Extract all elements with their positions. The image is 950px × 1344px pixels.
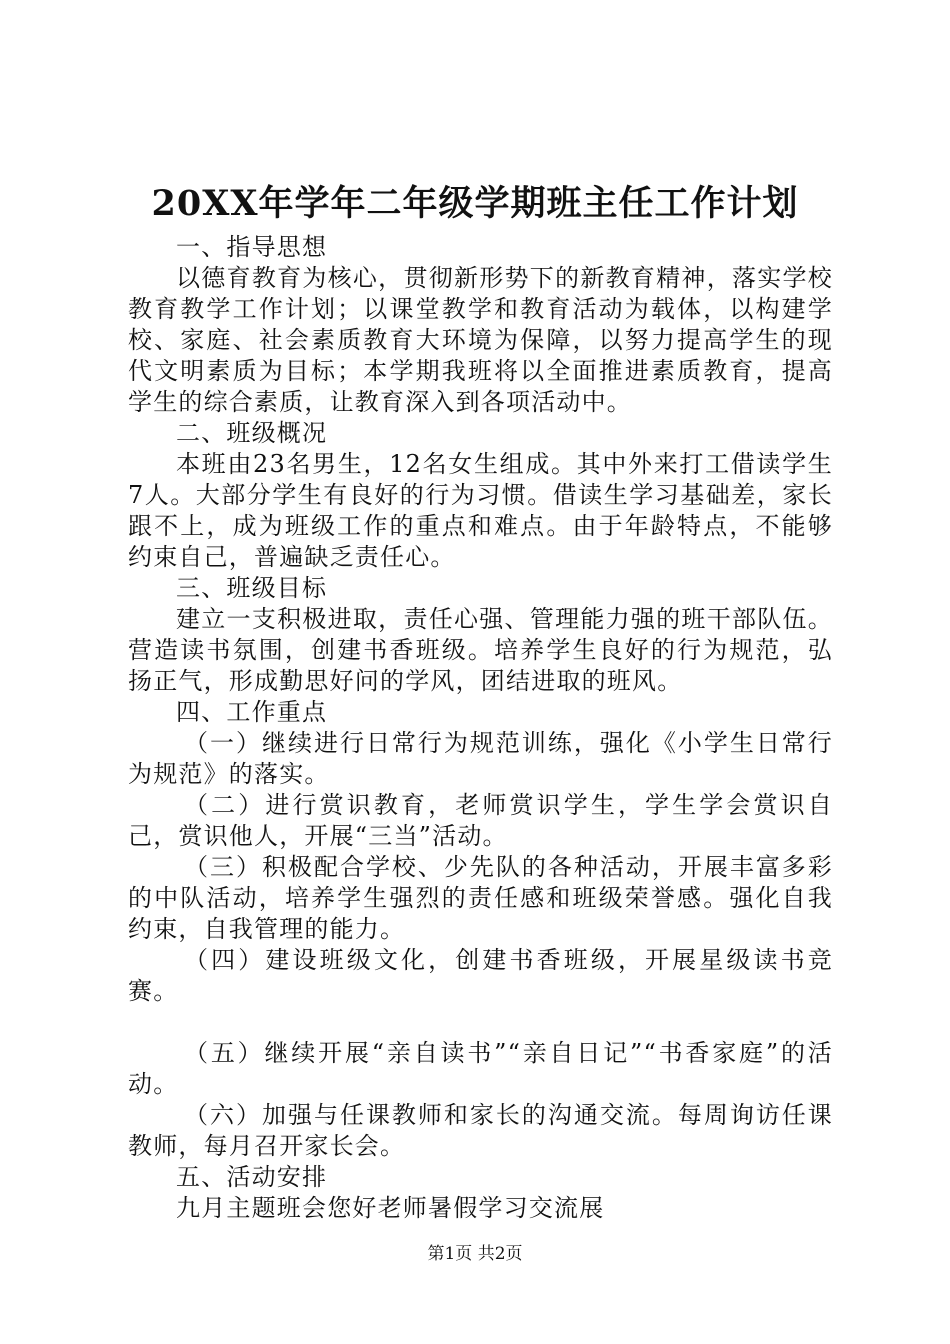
section-heading-4: 四、工作重点 <box>176 698 328 726</box>
section-heading-2: 二、班级概况 <box>176 419 328 447</box>
document-title: 20XX年学年二年级学期班主任工作计划 <box>151 183 799 224</box>
section-paragraph-1: 以德育教育为核心，贯彻新形势下的新教育精神，落实学校教育教学工作计划；以课堂教学和教育活动为载体，以构建学校、家庭、社会素质教育大环境为保障，以努力提高学生的现代文明素质为目标；本学期我班将以全面推进素质教育，提高学生的综合素质，让教育深入到各项活动中。 <box>128 264 833 416</box>
section-paragraph-2: 本班由23名男生，12名女生组成。其中外来打工借读学生7人。大部分学生有良好的行为习惯。借读生学习基础差，家长跟不上，成为班级工作的重点和难点。由于年龄特点，不能够约束自己，普遍缺乏责任心。 <box>128 450 833 571</box>
work-focus-item-4: （四）建设班级文化，创建书香班级，开展星级读书竞赛。 <box>128 946 833 1005</box>
section-heading-5: 五、活动安排 <box>176 1163 328 1191</box>
section-paragraph-5: 九月主题班会您好老师暑假学习交流展 <box>176 1194 605 1222</box>
work-focus-item-6: （六）加强与任课教师和家长的沟通交流。每周询访任课教师，每月召开家长会。 <box>128 1101 833 1160</box>
section-heading-1: 一、指导思想 <box>176 233 328 261</box>
work-focus-item-3: （三）积极配合学校、少先队的各种活动，开展丰富多彩的中队活动，培养学生强烈的责任感和班级荣誉感。强化自我约束，自我管理的能力。 <box>128 853 833 943</box>
blank-line <box>128 1007 833 1038</box>
page-footer: 第1页 共2页 <box>427 1244 523 1264</box>
document-body <box>128 232 833 1224</box>
section-paragraph-3: 建立一支积极进取，责任心强、管理能力强的班干部队伍。营造读书氛围，创建书香班级。培养学生良好的行为规范，弘扬正气，形成勤思好问的学风，团结进取的班风。 <box>128 605 833 695</box>
section-heading-3: 三、班级目标 <box>176 574 328 602</box>
work-focus-item-2: （二）进行赏识教育，老师赏识学生，学生学会赏识自己，赏识他人，开展“三当”活动。 <box>128 791 833 850</box>
work-focus-item-1: （一）继续进行日常行为规范训练，强化《小学生日常行为规范》的落实。 <box>128 729 833 788</box>
work-focus-item-5: （五）继续开展“亲自读书”“亲自日记”“书香家庭”的活动。 <box>128 1039 833 1098</box>
